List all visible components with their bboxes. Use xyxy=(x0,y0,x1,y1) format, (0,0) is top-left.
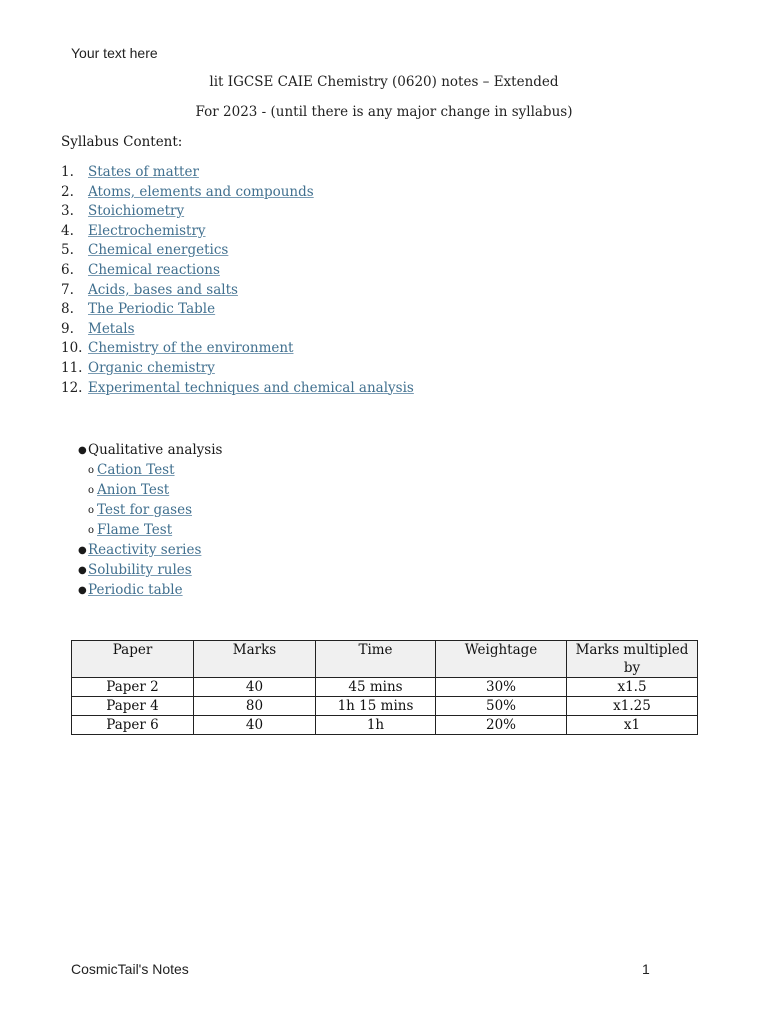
list-item xyxy=(78,520,222,540)
syllabus-link-atoms-elements-compounds[interactable]: Atoms, elements and compounds xyxy=(88,183,314,200)
table-cell: 50% xyxy=(436,697,567,716)
list-item xyxy=(78,500,222,520)
table-cell: 40 xyxy=(194,716,316,735)
syllabus-item xyxy=(61,359,414,379)
column-header-multiplier: Marks multipled by xyxy=(567,641,698,678)
table-cell: x1.5 xyxy=(567,678,698,697)
syllabus-link-chemistry-environment[interactable]: Chemistry of the environment xyxy=(88,340,294,357)
table-row xyxy=(72,716,698,735)
table-cell: Paper 6 xyxy=(72,716,194,735)
reactivity-series-link[interactable]: Reactivity series xyxy=(88,542,202,558)
additional-topics xyxy=(78,440,222,600)
qualitative-analysis-label: Qualitative analysis xyxy=(88,442,223,458)
table-header-row xyxy=(72,641,698,678)
syllabus-label: Syllabus Content: xyxy=(61,134,183,150)
table-row xyxy=(72,697,698,716)
syllabus-list xyxy=(61,163,414,398)
circle-bullet-icon: o xyxy=(88,525,95,536)
syllabus-item xyxy=(61,281,414,301)
bullet-icon: ● xyxy=(78,545,87,556)
item-number: 2. xyxy=(61,183,74,200)
syllabus-link-stoichiometry[interactable]: Stoichiometry xyxy=(88,203,185,220)
document-subtitle: For 2023 - (until there is any major change in syllabus) xyxy=(195,104,573,120)
syllabus-item xyxy=(61,241,414,261)
circle-bullet-icon: o xyxy=(88,505,95,516)
syllabus-link-metals[interactable]: Metals xyxy=(88,320,135,337)
table-cell: 30% xyxy=(436,678,567,697)
item-number: 4. xyxy=(61,222,74,239)
bullet-icon: ● xyxy=(78,565,87,576)
syllabus-link-chemical-reactions[interactable]: Chemical reactions xyxy=(88,261,220,278)
list-item xyxy=(78,440,222,460)
syllabus-link-acids-bases-salts[interactable]: Acids, bases and salts xyxy=(88,281,238,298)
list-item xyxy=(78,480,222,500)
footer-author: CosmicTail's Notes xyxy=(71,961,189,977)
page-header-text: Your text here xyxy=(71,45,158,61)
circle-bullet-icon: o xyxy=(88,485,95,496)
column-header-marks: Marks xyxy=(194,641,316,678)
table-cell: 40 xyxy=(194,678,316,697)
column-header-time: Time xyxy=(316,641,436,678)
syllabus-item xyxy=(61,202,414,222)
syllabus-item xyxy=(61,222,414,242)
syllabus-item xyxy=(61,183,414,203)
item-number: 5. xyxy=(61,242,74,259)
list-item xyxy=(78,560,222,580)
table-cell: 1h 15 mins xyxy=(316,697,436,716)
syllabus-item xyxy=(61,379,414,399)
table-cell: Paper 2 xyxy=(72,678,194,697)
table-cell: 45 mins xyxy=(316,678,436,697)
circle-bullet-icon: o xyxy=(88,465,95,476)
bullet-icon: ● xyxy=(78,585,87,596)
item-number: 11. xyxy=(61,359,83,376)
test-for-gases-link[interactable]: Test for gases xyxy=(97,502,192,518)
syllabus-link-chemical-energetics[interactable]: Chemical energetics xyxy=(88,242,229,259)
table-cell: 80 xyxy=(194,697,316,716)
solubility-rules-link[interactable]: Solubility rules xyxy=(88,562,192,578)
list-item xyxy=(78,540,222,560)
list-item xyxy=(78,580,222,600)
list-item xyxy=(78,460,222,480)
syllabus-item xyxy=(61,163,414,183)
item-number: 3. xyxy=(61,203,74,220)
page-number: 1 xyxy=(642,961,650,977)
item-number: 8. xyxy=(61,301,74,318)
item-number: 9. xyxy=(61,320,74,337)
table-cell: x1 xyxy=(567,716,698,735)
syllabus-link-experimental-techniques[interactable]: Experimental techniques and chemical analysis xyxy=(88,379,414,396)
document-title: lit IGCSE CAIE Chemistry (0620) notes – Extended xyxy=(209,74,559,90)
flame-test-link[interactable]: Flame Test xyxy=(97,522,173,538)
syllabus-item xyxy=(61,320,414,340)
syllabus-link-states-of-matter[interactable]: States of matter xyxy=(88,164,199,180)
syllabus-link-organic-chemistry[interactable]: Organic chemistry xyxy=(88,359,215,376)
paper-marks-table xyxy=(71,640,698,735)
bullet-icon: ● xyxy=(78,445,87,456)
table-cell: 20% xyxy=(436,716,567,735)
table-cell: 1h xyxy=(316,716,436,735)
syllabus-link-electrochemistry[interactable]: Electrochemistry xyxy=(88,222,206,239)
item-number: 12. xyxy=(61,379,83,396)
table-row xyxy=(72,678,698,697)
item-number: 7. xyxy=(61,281,74,298)
item-number: 1. xyxy=(61,164,74,180)
syllabus-item xyxy=(61,261,414,281)
syllabus-link-periodic-table[interactable]: The Periodic Table xyxy=(88,301,216,318)
periodic-table-link[interactable]: Periodic table xyxy=(88,582,183,598)
cation-test-link[interactable]: Cation Test xyxy=(97,462,175,478)
column-header-weightage: Weightage xyxy=(436,641,567,678)
column-header-paper: Paper xyxy=(72,641,194,678)
anion-test-link[interactable]: Anion Test xyxy=(97,482,170,498)
table-cell: x1.25 xyxy=(567,697,698,716)
syllabus-item xyxy=(61,339,414,359)
item-number: 10. xyxy=(61,340,83,357)
table-cell: Paper 4 xyxy=(72,697,194,716)
item-number: 6. xyxy=(61,261,74,278)
syllabus-item xyxy=(61,300,414,320)
